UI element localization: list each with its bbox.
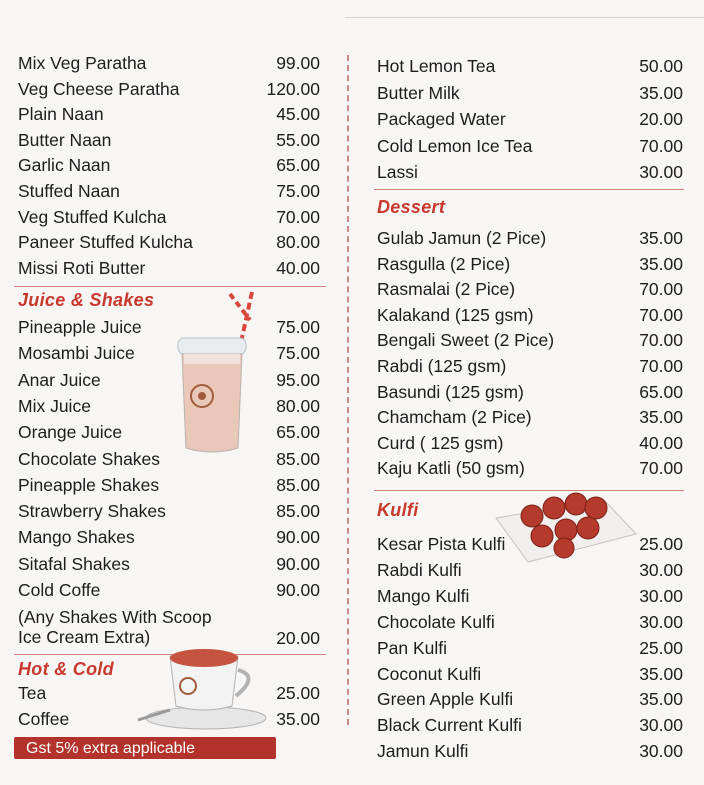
item-name: Orange Juice (18, 422, 123, 443)
item-price: 120.00 (266, 78, 320, 99)
gst-banner: Gst 5% extra applicable (14, 737, 276, 759)
bread-row (0, 154, 336, 180)
item-price: 80.00 (276, 232, 320, 253)
item-price: 45.00 (276, 104, 320, 125)
kulfi-row (352, 740, 704, 766)
dessert-row (352, 355, 704, 381)
juice-row (0, 553, 336, 579)
item-name: Stuffed Naan (18, 181, 120, 201)
item-price: 35.00 (639, 228, 683, 248)
item-price: 30.00 (639, 585, 683, 606)
dessert-row (352, 304, 704, 330)
item-price: 75.00 (276, 343, 320, 364)
item-name: Mango Shakes (18, 527, 135, 548)
scoop-note-line2: Ice Cream Extra) (18, 627, 151, 647)
item-price: 85.00 (276, 474, 320, 495)
item-name: Basundi (125 gsm) (377, 381, 524, 402)
item-name: Tea (18, 683, 47, 703)
item-name: Cold Lemon Ice Tea (377, 135, 533, 156)
item-price: 55.00 (276, 129, 320, 150)
item-name: Curd ( 125 gsm) (377, 432, 504, 453)
right-column (352, 0, 704, 785)
kulfi-row (352, 663, 704, 689)
item-name: Strawberry Shakes (18, 501, 166, 522)
item-name: Packaged Water (377, 109, 506, 129)
dessert-row (352, 278, 704, 304)
item-price: 30.00 (639, 162, 683, 182)
dessert-row (352, 406, 704, 432)
juice-row (0, 526, 336, 552)
coffee-cup-icon (134, 640, 270, 732)
bread-row (0, 231, 336, 257)
item-price: 70.00 (639, 330, 683, 351)
item-name: Coconut Kulfi (377, 663, 482, 684)
item-price: 70.00 (639, 356, 683, 376)
gulab-jamun-plate-icon (492, 478, 640, 574)
item-price: 90.00 (276, 553, 320, 574)
item-name: Plain Naan (18, 104, 104, 125)
item-price: 85.00 (276, 448, 320, 469)
item-name: Veg Cheese Paratha (18, 78, 180, 99)
left-column (0, 0, 336, 785)
juice-shakes-title: Juice & Shakes (18, 290, 155, 310)
item-price: 70.00 (639, 304, 683, 325)
drink-row (352, 108, 704, 134)
item-price: 25.00 (639, 637, 683, 658)
dessert-title: Dessert (377, 197, 446, 217)
item-name: Sitafal Shakes (18, 553, 130, 574)
item-price: 90.00 (276, 527, 320, 548)
item-name: Green Apple Kulfi (377, 689, 514, 710)
item-name: Mosambi Juice (18, 343, 135, 364)
bread-row (0, 52, 336, 78)
item-name: Rabdi Kulfi (377, 559, 462, 580)
item-price: 30.00 (639, 715, 683, 736)
item-price: 30.00 (639, 741, 683, 762)
item-price: 35.00 (639, 82, 683, 103)
item-price: 65.00 (639, 381, 683, 402)
item-price: 70.00 (639, 279, 683, 300)
item-price: 25.00 (276, 683, 320, 703)
kulfi-title: Kulfi (377, 500, 419, 520)
juice-row (0, 474, 336, 500)
juice-row (0, 579, 336, 605)
item-price: 75.00 (276, 317, 320, 337)
kulfi-row (352, 585, 704, 611)
item-name: Pan Kulfi (377, 637, 448, 658)
item-name: Chocolate Kulfi (377, 611, 495, 632)
dessert-row (352, 227, 704, 253)
bread-row (0, 78, 336, 104)
kulfi-row (352, 714, 704, 740)
item-price: 85.00 (276, 501, 320, 522)
item-price: 65.00 (276, 422, 320, 443)
kulfi-row (352, 688, 704, 714)
drink-row (352, 82, 704, 108)
scoop-note-row (0, 607, 336, 648)
item-price: 35.00 (639, 253, 683, 274)
section-rule (14, 286, 326, 287)
item-name: Garlic Naan (18, 155, 111, 176)
section-rule (374, 189, 684, 190)
item-price: 65.00 (276, 155, 320, 176)
item-price: 35.00 (639, 407, 683, 428)
item-price: 70.00 (639, 135, 683, 156)
item-price: 35.00 (276, 709, 320, 729)
item-name: Kesar Pista Kulfi (377, 534, 506, 554)
item-name: Cold Coffe (18, 580, 101, 600)
dessert-row (352, 432, 704, 458)
bread-row (0, 257, 336, 283)
item-name: Black Current Kulfi (377, 715, 522, 736)
item-price: 30.00 (639, 559, 683, 580)
item-name: Missi Roti Butter (18, 257, 146, 278)
item-price: 70.00 (276, 206, 320, 227)
item-name: Paneer Stuffed Kulcha (18, 232, 193, 253)
item-name: Butter Naan (18, 129, 112, 150)
kulfi-row (352, 611, 704, 637)
column-divider (347, 55, 349, 725)
item-price: 70.00 (639, 458, 683, 479)
juice-row (0, 500, 336, 526)
scoop-note-line1: (Any Shakes With Scoop (18, 607, 212, 627)
item-price: 75.00 (276, 181, 320, 201)
item-name: Gulab Jamun (2 Pice) (377, 228, 547, 248)
drink-row (352, 161, 704, 187)
item-price: 80.00 (276, 395, 320, 416)
drink-row (352, 55, 704, 81)
item-price: 99.00 (276, 53, 320, 73)
item-name: Pineapple Shakes (18, 474, 160, 495)
dessert-row (352, 253, 704, 279)
item-name: Lassi (377, 162, 418, 182)
milkshake-glass-icon (168, 290, 264, 460)
bread-row (0, 180, 336, 206)
item-name: Butter Milk (377, 82, 460, 103)
dessert-row (352, 329, 704, 355)
item-price: 90.00 (276, 580, 320, 600)
item-price: 95.00 (276, 369, 320, 390)
item-price: 40.00 (639, 432, 683, 453)
item-price: 30.00 (639, 611, 683, 632)
item-name: Kalakand (125 gsm) (377, 304, 534, 325)
item-price: 35.00 (639, 689, 683, 710)
item-price: 40.00 (276, 257, 320, 278)
item-name: Mix Juice (18, 395, 91, 416)
bread-row (0, 206, 336, 232)
item-name: Jamun Kulfi (377, 741, 469, 762)
bread-row (0, 129, 336, 155)
drink-row (352, 135, 704, 161)
item-name: Rasgulla (2 Pice) (377, 253, 511, 274)
item-name: Chamcham (2 Pice) (377, 407, 532, 428)
item-name: Coffee (18, 709, 70, 729)
item-name: Mango Kulfi (377, 585, 470, 606)
scoop-note-price: 20.00 (276, 628, 320, 648)
dessert-row (352, 381, 704, 407)
item-name: Mix Veg Paratha (18, 53, 147, 73)
item-price: 50.00 (639, 56, 683, 76)
item-name: Rasmalai (2 Pice) (377, 279, 516, 300)
item-price: 35.00 (639, 663, 683, 684)
item-name: Veg Stuffed Kulcha (18, 206, 167, 227)
item-price: 25.00 (639, 534, 683, 554)
item-name: Anar Juice (18, 369, 101, 390)
item-name: Hot Lemon Tea (377, 56, 496, 76)
item-name: Kaju Katli (50 gsm) (377, 458, 525, 479)
item-name: Pineapple Juice (18, 317, 142, 337)
item-name: Rabdi (125 gsm) (377, 356, 507, 376)
item-name: Chocolate Shakes (18, 448, 161, 469)
kulfi-row (352, 637, 704, 663)
hot-cold-title: Hot & Cold (18, 659, 114, 679)
item-name: Bengali Sweet (2 Pice) (377, 330, 555, 351)
item-price: 20.00 (639, 109, 683, 129)
bread-row (0, 103, 336, 129)
